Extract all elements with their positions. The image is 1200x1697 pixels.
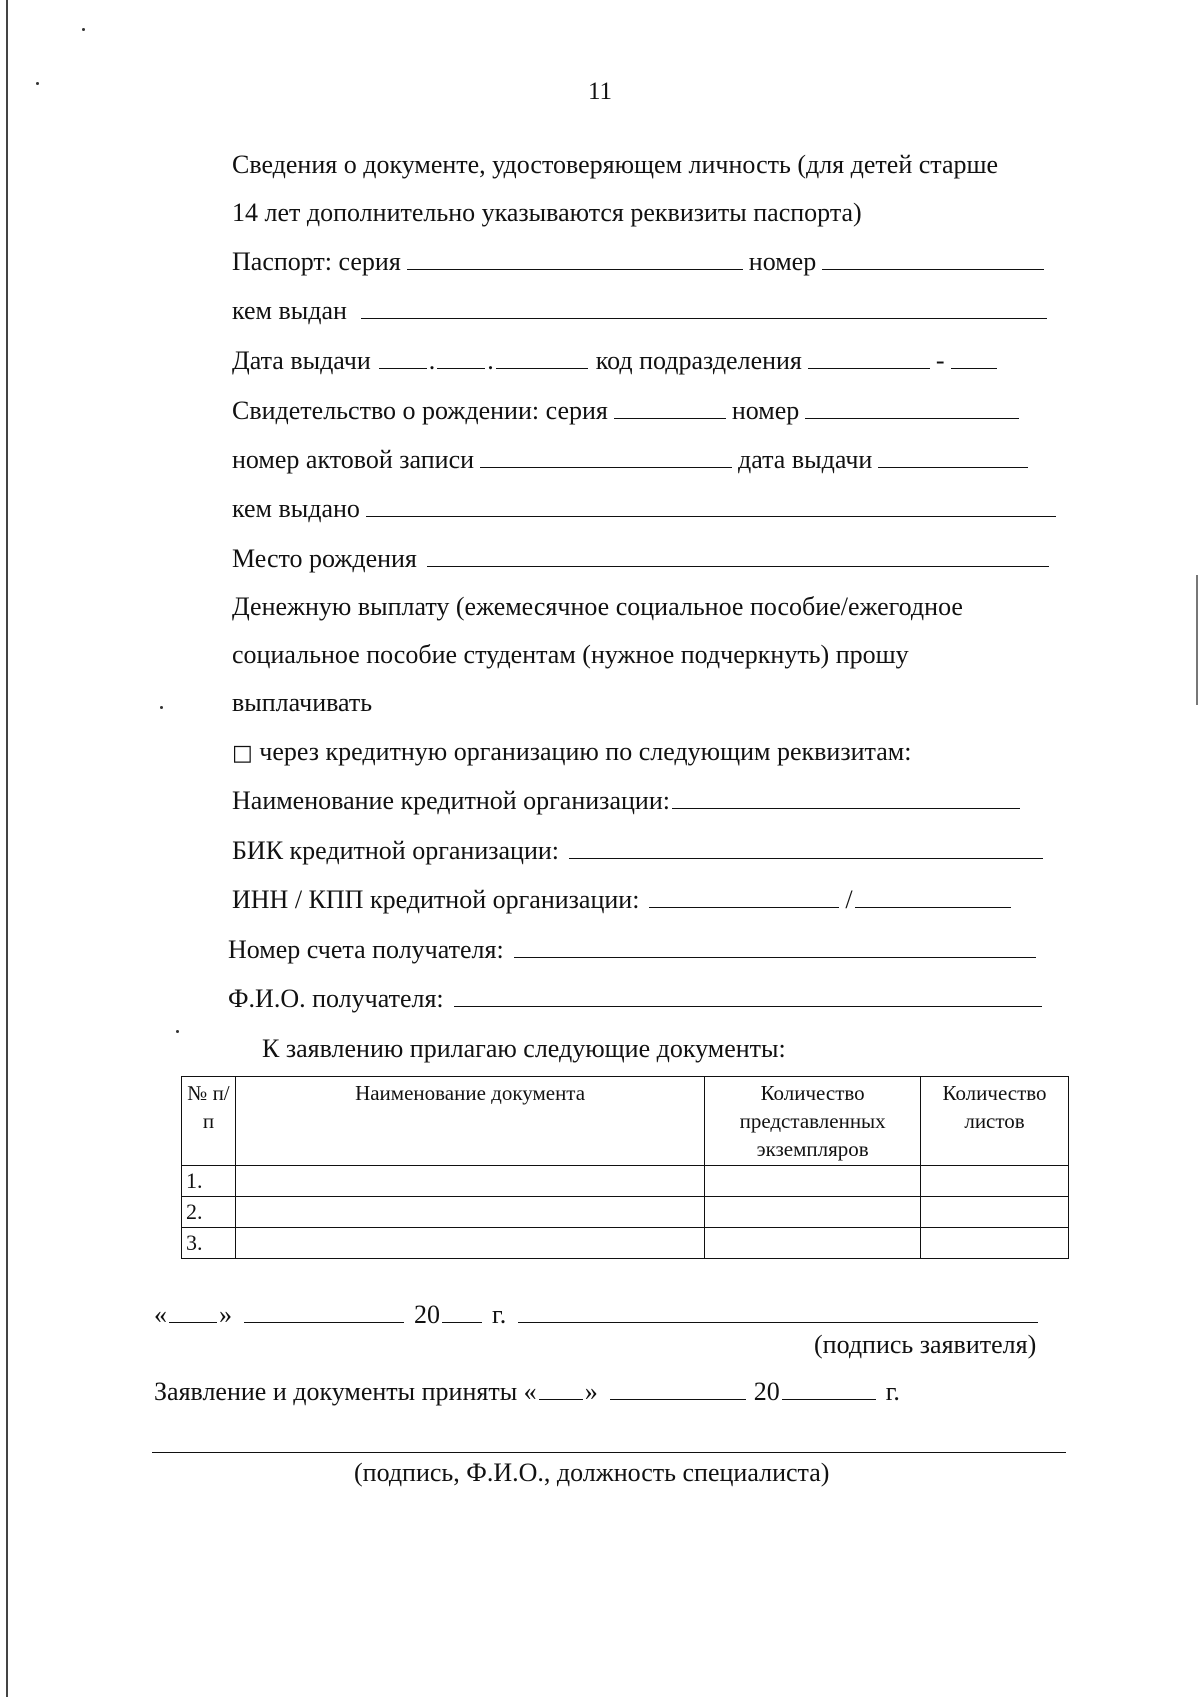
table-row <box>182 1197 1069 1228</box>
record-number-row <box>232 443 1034 477</box>
row-sheets-cell[interactable] <box>921 1166 1069 1197</box>
row-doc-name-cell[interactable] <box>235 1197 704 1228</box>
inn-kpp-label: ИНН / КПП кредитной организации: <box>232 885 640 914</box>
recipient-field[interactable] <box>454 982 1042 1007</box>
passport-issued-by-label: кем выдан <box>232 296 347 325</box>
recipient-row <box>228 982 1048 1016</box>
year-prefix: 20 <box>414 1300 440 1329</box>
attachments-intro: К заявлению прилагаю следующие документы: <box>262 1034 786 1063</box>
division-code-part2-field[interactable] <box>951 344 997 369</box>
division-code-label: код подразделения <box>595 346 802 375</box>
account-field[interactable] <box>514 933 1036 958</box>
identity-heading-line1: Сведения о документе, удостоверяющем личность (для детей старше <box>232 150 999 179</box>
cert-issued-by-row <box>232 492 1062 526</box>
year-suffix: г. <box>492 1300 507 1329</box>
header-sheets: Количество листов <box>921 1077 1069 1166</box>
row-sheets-cell[interactable] <box>921 1228 1069 1259</box>
birthplace-field[interactable] <box>427 542 1049 567</box>
accepted-month-field[interactable] <box>610 1375 746 1400</box>
bik-row <box>232 834 1049 868</box>
cert-issue-date-label: дата выдачи <box>738 445 873 474</box>
scan-speck <box>82 28 85 31</box>
division-dash: - <box>935 346 945 375</box>
page-number: 11 <box>587 78 613 105</box>
date-separator: . <box>487 346 494 375</box>
passport-series-field[interactable] <box>407 245 743 270</box>
record-number-label: номер актовой записи <box>232 445 475 474</box>
row-num: 1. <box>182 1166 236 1197</box>
inn-kpp-slash: / <box>845 885 853 914</box>
passport-number-field[interactable] <box>822 245 1044 270</box>
issue-day-field[interactable] <box>379 344 427 369</box>
accepted-quote-close: » <box>584 1377 598 1406</box>
bank-option-row <box>232 735 911 769</box>
identity-heading-line2: 14 лет дополнительно указываются реквизиты паспорта) <box>232 198 862 227</box>
row-doc-name-cell[interactable] <box>235 1228 704 1259</box>
passport-issued-by-row <box>232 294 1053 328</box>
accepted-day-field[interactable] <box>539 1375 583 1400</box>
issue-date-label: Дата выдачи <box>232 346 371 375</box>
row-copies-cell[interactable] <box>705 1228 921 1259</box>
applicant-signature-field[interactable] <box>518 1298 1038 1323</box>
bank-option-text: через кредитную организацию по следующим реквизитам: <box>259 737 912 766</box>
payment-text-line1: Денежную выплату (ежемесячное социальное пособие/ежегодное <box>232 592 963 621</box>
table-row <box>182 1228 1069 1259</box>
specialist-signature-field[interactable] <box>152 1452 1066 1453</box>
header-num: № п/п <box>182 1077 236 1166</box>
kpp-field[interactable] <box>855 883 1011 908</box>
row-copies-cell[interactable] <box>705 1197 921 1228</box>
record-number-field[interactable] <box>480 443 732 468</box>
birth-cert-series-label: Свидетельство о рождении: серия <box>232 396 608 425</box>
specialist-signature-caption: (подпись, Ф.И.О., должность специалиста) <box>354 1458 830 1487</box>
bank-option-checkbox[interactable]: □ <box>232 741 253 766</box>
quote-open: « <box>154 1300 167 1329</box>
bik-label: БИК кредитной организации: <box>232 836 560 865</box>
passport-series-label: Паспорт: серия <box>232 247 401 276</box>
scan-right-mark <box>1196 575 1198 705</box>
recipient-label: Ф.И.О. получателя: <box>228 984 444 1013</box>
birth-cert-series-field[interactable] <box>614 394 726 419</box>
scan-left-edge <box>6 0 8 1697</box>
account-row <box>228 933 1042 967</box>
payment-text-line2: социальное пособие студентам (нужное подчеркнуть) прошу <box>232 640 909 669</box>
application-year-field[interactable] <box>442 1298 482 1323</box>
bik-field[interactable] <box>569 834 1043 859</box>
attachments-table <box>181 1076 1069 1259</box>
account-label: Номер счета получателя: <box>228 935 504 964</box>
issue-year-field[interactable] <box>496 344 588 369</box>
scan-speck <box>160 706 163 709</box>
passport-row <box>232 245 1050 279</box>
accepted-row <box>154 1375 900 1409</box>
cert-issued-by-label: кем выдано <box>232 494 360 523</box>
birth-cert-number-field[interactable] <box>805 394 1019 419</box>
issue-date-row <box>232 344 1003 378</box>
row-num: 2. <box>182 1197 236 1228</box>
birthplace-row <box>232 542 1055 576</box>
row-doc-name-cell[interactable] <box>235 1166 704 1197</box>
division-code-part1-field[interactable] <box>808 344 930 369</box>
application-date-row <box>154 1298 1044 1332</box>
bank-name-row <box>232 784 1022 818</box>
accepted-label: Заявление и документы приняты « <box>154 1377 537 1406</box>
payment-text-line3: выплачивать <box>232 688 373 717</box>
application-day-field[interactable] <box>169 1298 217 1323</box>
quote-close: » <box>219 1300 232 1329</box>
birthplace-label: Место рождения <box>232 544 417 573</box>
bank-name-label: Наименование кредитной организации: <box>232 786 670 815</box>
date-separator: . <box>428 346 436 375</box>
table-row <box>182 1166 1069 1197</box>
bank-name-field[interactable] <box>672 784 1020 809</box>
accepted-year-suffix: г. <box>885 1377 900 1406</box>
accepted-year-field[interactable] <box>782 1375 876 1400</box>
row-copies-cell[interactable] <box>705 1166 921 1197</box>
applicant-signature-caption: (подпись заявителя) <box>814 1330 1037 1359</box>
row-num: 3. <box>182 1228 236 1259</box>
cert-issue-date-field[interactable] <box>878 443 1028 468</box>
application-month-field[interactable] <box>244 1298 404 1323</box>
inn-kpp-row <box>232 883 1013 917</box>
scan-speck <box>176 1030 179 1033</box>
table-header-row <box>182 1077 1069 1166</box>
accepted-year-prefix: 20 <box>753 1377 780 1406</box>
header-copies: Количество представленных экземпляров <box>705 1077 921 1166</box>
passport-number-label: номер <box>748 247 817 276</box>
inn-field[interactable] <box>649 883 839 908</box>
birth-cert-row <box>232 394 1025 428</box>
cert-issued-by-field[interactable] <box>366 492 1056 517</box>
passport-issued-by-field[interactable] <box>361 294 1047 319</box>
birth-cert-number-label: номер <box>731 396 800 425</box>
header-doc-name: Наименование документа <box>235 1077 704 1166</box>
row-sheets-cell[interactable] <box>921 1197 1069 1228</box>
issue-month-field[interactable] <box>437 344 485 369</box>
